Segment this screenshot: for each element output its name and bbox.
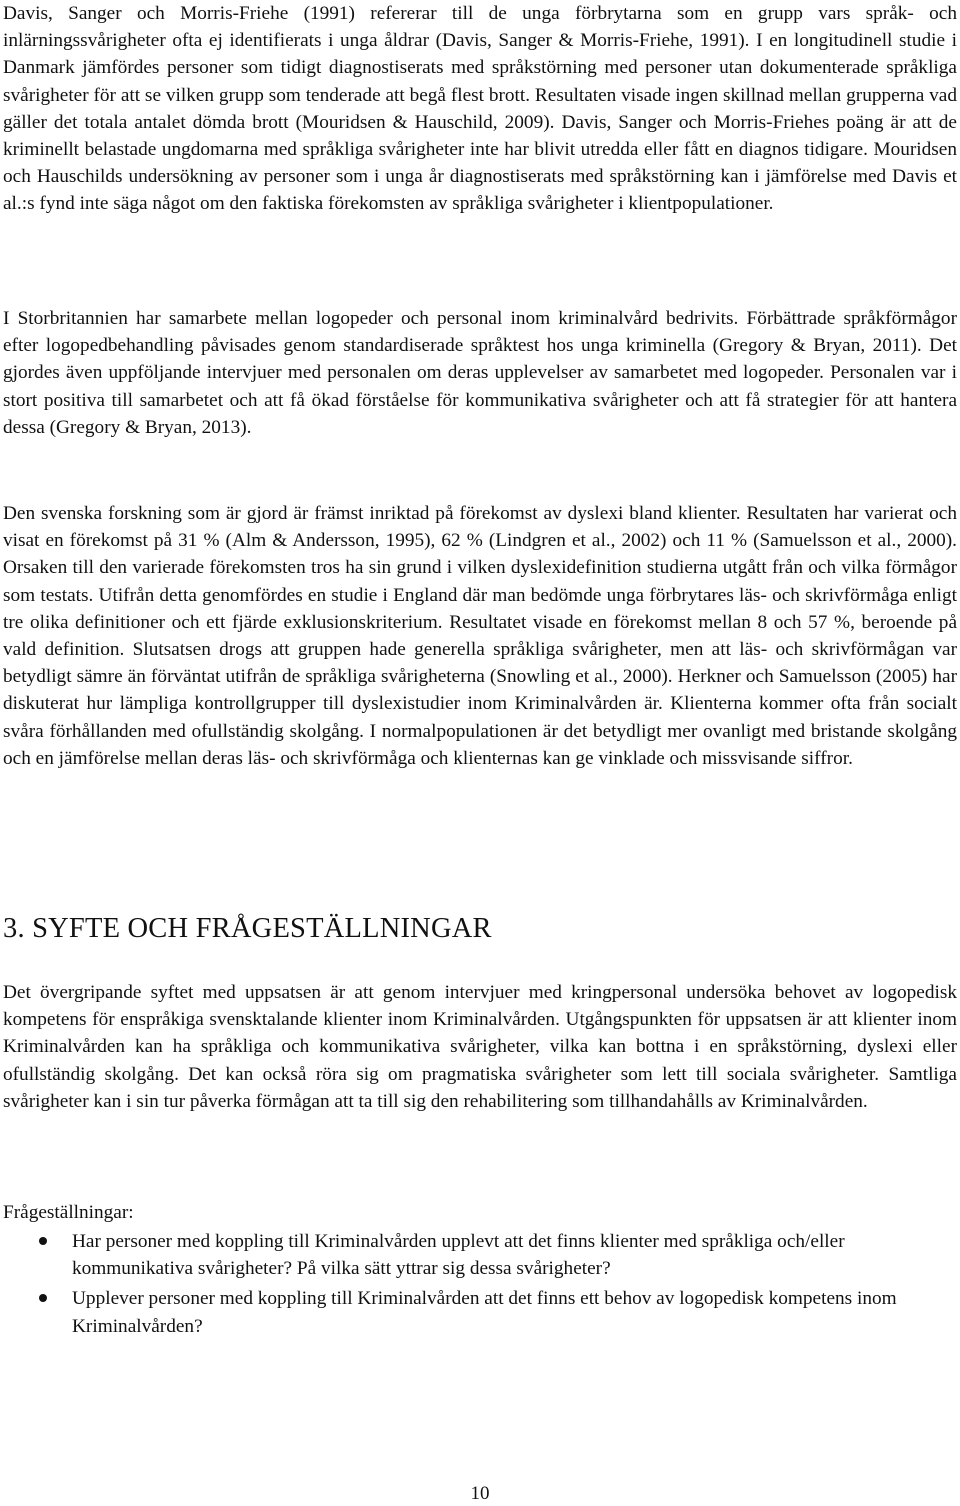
paragraph-davis-mouridsen: Davis, Sanger och Morris-Friehe (1991) refererar till de unga förbrytarna som en grupp vars språk- och inlärningssvårigheter ofta ej identifierats i unga åldrar (Davis, Sanger & Morris-Friehe, 1991). I en longitudinell studie i Danmark jämfördes personer som tidigt diagnostiserats med språkstörning med personer utan dokumenterade språkliga svårigheter för att se vilken grupp som tenderade att begå flest brott. Resultaten visade ingen skillnad mellan grupperna vad gäller det totala antalet dömda brott (Mouridsen & Hauschild, 2009). Davis, Sanger och Morris-Friehes poäng är att de kriminellt belastade ungdomarna med språkliga svårigheter inte har blivit utredda eller fått en diagnos tidigare. Mouridsen och Hauschilds undersökning av personer som i unga år diagnostiserats med språkstörning kan i jämförelse med Davis et al.:s fynd inte säga något om den faktiska förekomsten av språkliga svårigheter i klientpopulationer. — [3, 3, 957, 215]
questions-list — [3, 1228, 957, 1343]
questions-label: Frågeställningar: — [3, 1202, 134, 1223]
bullet-icon — [39, 1294, 47, 1302]
question-item — [3, 1285, 957, 1339]
paragraph-svensk-forskning: Den svenska forskning som är gjord är främst inriktad på förekomst av dyslexi bland klienter. Resultaten har varierat och visat en förekomst på 31 % (Alm & Andersson, 1995), 62 % (Lindgren et al., 2002) och 11 % (Samuelsson et al., 2000). Orsaken till den varierade förekomsten tros ha sin grund i vilken dyslexidefinition studierna utgått från och vilka förmågor som testats. Utifrån detta genomfördes en studie i England där man bedömde unga förbrytares läs- och skrivförmåga enligt tre olika definitioner och ett fjärde exklusionskriterium. Resultatet visade en förekomst mellan 8 och 57 %, beroende på vald definition. Slutsatsen drogs att gruppen hade generella språkliga svårigheter, men att läs- och skrivförmågan var betydligt sämre än förväntat utifrån de språkliga svårigheterna (Snowling et al., 2000). Herkner och Samuelsson (2005) har diskuterat hur lämpliga kontrollgrupper till dyslexistudier inom Kriminalvården är. Klienterna kommer ofta från socialt svåra förhållanden med ofullständig skolgång. I normalpopulationen är det betydligt mer ovanligt med bristande skolgång och en jämförelse mellan deras läs- och skrivförmåga och klienternas kan ge vinklade och missvisande siffror. — [3, 503, 957, 769]
section-heading: 3. SYFTE OCH FRÅGESTÄLLNINGAR — [3, 913, 492, 944]
question-text: Upplever personer med koppling till Kriminalvården att det finns ett behov av logopedisk kompetens inom Kriminalvården? — [72, 1288, 897, 1337]
page-number: 10 — [470, 1483, 490, 1504]
question-item — [3, 1228, 957, 1282]
paragraph-syfte: Det övergripande syftet med uppsatsen är att genom intervjuer med kringpersonal undersöka behovet av logopedisk kompetens för enspråkiga svensktalande klienter inom Kriminalvården. Utgångspunkten för uppsatsen är att klienter inom Kriminalvården kan ha språkliga och kommunikativa svårigheter, vilka kan bottna i en språkstörning, dyslexi eller ofullständig skolgång. Det kan också röra sig om pragmatiska svårigheter som lett till sociala svårigheter. Samtliga svårigheter kan i sin tur påverka förmågan att ta till sig den rehabilitering som tillhandahålls av Kriminalvården. — [3, 982, 957, 1112]
bullet-icon — [39, 1237, 47, 1245]
paragraph-storbritannien: I Storbritannien har samarbete mellan logopeder och personal inom kriminalvård bedrivits. Förbättrade språkförmågor efter logopedbehandling påvisades genom standardiserade språktest hos unga kriminella (Gregory & Bryan, 2011). Det gjordes även uppföljande intervjuer med personalen om deras upplevelser av samarbetet med logopeder. Personalen var i stort positiva till samarbetet och att få ökad förståelse för kommunikativa svårigheter och att få strategier för att hantera dessa (Gregory & Bryan, 2013). — [3, 308, 957, 438]
question-text: Har personer med koppling till Kriminalvården upplevt att det finns klienter med språkliga och/eller kommunikativa svårigheter? På vilka sätt yttrar sig dessa svårigheter? — [72, 1231, 845, 1280]
